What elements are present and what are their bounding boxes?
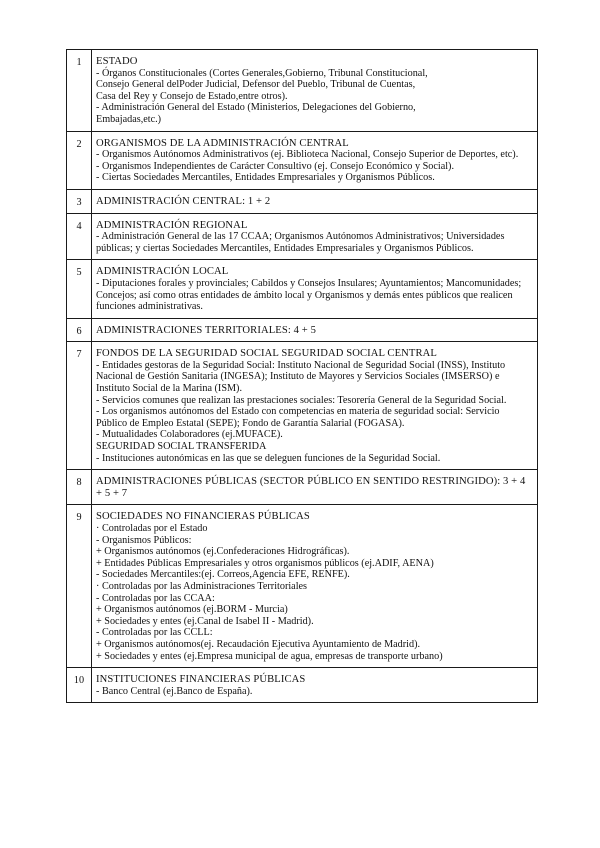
row-number: 10 — [67, 668, 92, 703]
row-title: ADMINISTRACIÓN REGIONAL — [96, 219, 248, 231]
row-line: - Controladas por las CCAA: — [96, 592, 215, 604]
row-title: ADMINISTRACIONES TERRITORIALES: 4 + 5 — [96, 324, 316, 336]
row-line: + Organismos autónomos(ej. Recaudación Ejecutiva Ayuntamiento de Madrid). — [96, 638, 421, 650]
row-line: + Organismos autónomos (ej.Confederaciones Hidrográficas). — [96, 546, 350, 558]
row-title: ADMINISTRACIÓN LOCAL — [96, 266, 229, 278]
row-line: + Sociedades y entes (ej.Empresa municipal de agua, empresas de transporte urbano) — [96, 650, 443, 662]
row-line: - Banco Central (ej.Banco de España). — [96, 685, 253, 697]
row-title: INSTITUCIONES FINANCIERAS PÚBLICAS — [96, 674, 306, 686]
table-row — [67, 318, 538, 342]
row-line: - Organismos Autónomos Administrativos (ej. Biblioteca Nacional, Consejo Superior de Deportes, etc). — [96, 149, 519, 161]
row-number: 1 — [67, 50, 92, 132]
row-line: Casa del Rey y Consejo de Estado,entre otros). — [96, 90, 288, 102]
table-row — [67, 342, 538, 470]
row-line: · Controladas por el Estado — [96, 523, 208, 534]
row-content — [92, 470, 538, 505]
table-row — [67, 260, 538, 318]
row-line: SEGURIDAD SOCIAL TRANSFERIDA — [96, 441, 267, 453]
row-line: + Sociedades y entes (ej.Canal de Isabel II - Madrid). — [96, 615, 314, 627]
table-row — [67, 505, 538, 668]
row-number: 9 — [67, 505, 92, 668]
row-line: + Entidades Públicas Empresariales y otros organismos públicos (ej.ADIF, AENA) — [96, 557, 434, 569]
row-line: - Sociedades Mercantiles:(ej. Correos,Agencia EFE, RENFE). — [96, 569, 350, 581]
row-content — [92, 50, 538, 132]
row-line: + Organismos autónomos (ej.BORM - Murcia) — [96, 604, 288, 616]
row-content — [92, 213, 538, 260]
table-row — [67, 668, 538, 703]
row-number: 3 — [67, 189, 92, 213]
classification-table — [66, 49, 538, 703]
row-line: - Administración General del Estado (Ministerios, Delegaciones del Gobierno, — [96, 102, 416, 114]
table-row — [67, 131, 538, 189]
row-content — [92, 342, 538, 470]
row-title: ADMINISTRACIONES PÚBLICAS (SECTOR PÚBLICO EN SENTIDO RESTRINGIDO): 3 + 4 + 5 + 7 — [96, 476, 526, 499]
row-number: 6 — [67, 318, 92, 342]
row-number: 8 — [67, 470, 92, 505]
row-number: 4 — [67, 213, 92, 260]
row-line: - Organismos Públicos: — [96, 534, 192, 546]
row-line: - Servicios comunes que realizan las prestaciones sociales: Tesorería General de la Seguridad Social. — [96, 394, 507, 406]
row-content — [92, 131, 538, 189]
row-line: - Ciertas Sociedades Mercantiles, Entidades Empresariales y Organismos Públicos. — [96, 172, 435, 184]
row-content — [92, 189, 538, 213]
row-line: - Los organismos autónomos del Estado con competencias en materia de seguridad social: Servicio Público de Empleo Estatal (SEPE); Fondo de Garantía Salarial (FOGASA). — [96, 406, 500, 429]
row-title: ADMINISTRACIÓN CENTRAL: 1 + 2 — [96, 195, 271, 207]
row-title: SOCIEDADES NO FINANCIERAS PÚBLICAS — [96, 511, 310, 523]
row-line: - Administración General de las 17 CCAA; Organismos Autónomos Administrativos; Universidades públicas; y ciertas Sociedades Mercantiles, Entidades Empresariales y Organismos Públicos. — [96, 231, 505, 254]
row-line: · Controladas por las Administraciones Territoriales — [96, 580, 308, 592]
row-line: - Controladas por las CCLL: — [96, 627, 213, 639]
row-number: 2 — [67, 131, 92, 189]
table-row — [67, 189, 538, 213]
row-title: FONDOS DE LA SEGURIDAD SOCIAL SEGURIDAD SOCIAL CENTRAL — [96, 348, 437, 360]
row-line: - Mutualidades Colaboradores (ej.MUFACE). — [96, 429, 283, 441]
row-content — [92, 260, 538, 318]
row-line: - Órganos Constitucionales (Cortes Generales,Gobierno, Tribunal Constitucional, — [96, 67, 428, 79]
row-line: Consejo General delPoder Judicial, Defensor del Pueblo, Tribunal de Cuentas, — [96, 79, 416, 91]
row-content — [92, 668, 538, 703]
row-line: - Entidades gestoras de la Seguridad Social: Instituto Nacional de Seguridad Social (INSS), Instituto Nacional de Gestión Sanitaria (INGESA); Instituto de Mayores y Servicios Sociales (IMSERSO) e Instituto Social de la Marina (ISM). — [96, 359, 506, 395]
row-line: - Instituciones autonómicas en las que se deleguen funciones de la Seguridad Social. — [96, 452, 441, 464]
table-row — [67, 50, 538, 132]
row-line: Embajadas,etc.) — [96, 113, 162, 125]
table-row — [67, 470, 538, 505]
row-title: ORGANISMOS DE LA ADMINISTRACIÓN CENTRAL — [96, 137, 349, 149]
row-content — [92, 318, 538, 342]
row-line: - Organismos Independientes de Carácter Consultivo (ej. Consejo Económico y Social). — [96, 160, 454, 172]
row-content — [92, 505, 538, 668]
row-line: - Diputaciones forales y provinciales; Cabildos y Consejos Insulares; Ayuntamientos; Mancomunidades; Concejos; así como otras entidades de ámbito local y Organismos y demás entes públicos que realicen funciones administrativas. — [96, 277, 522, 313]
row-number: 7 — [67, 342, 92, 470]
table-row — [67, 213, 538, 260]
row-title: ESTADO — [96, 56, 138, 67]
row-number: 5 — [67, 260, 92, 318]
